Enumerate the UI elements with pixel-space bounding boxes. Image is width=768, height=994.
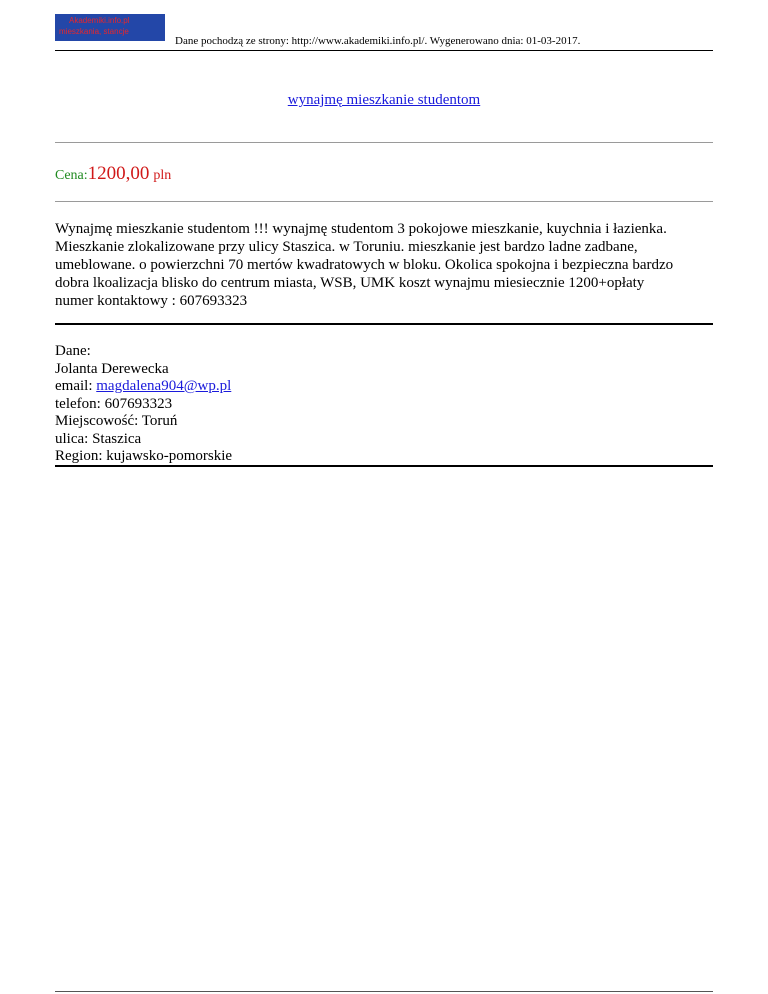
- description-line: Wynajmę mieszkanie studentom !!! wynajmę studentom 3 pokojowe mieszkanie, kuychnia i łazienka.: [55, 221, 667, 237]
- logo-line-1: Akademiki.info.pl: [69, 16, 130, 25]
- price-unit: pln: [153, 168, 172, 183]
- site-logo: [55, 14, 165, 41]
- listing-description: [55, 220, 715, 310]
- logo-line-2: mieszkania, stancje: [59, 27, 129, 36]
- email-label: email:: [55, 378, 97, 394]
- contact-email-row: [55, 378, 232, 396]
- description-line: dobra lkoalizacja blisko do centrum miasta, WSB, UMK koszt wynajmu miesiecznie 1200+opłaty: [55, 275, 645, 291]
- contact-divider: [55, 465, 713, 467]
- description-line: Mieszkanie zlokalizowane przy ulicy Staszica. w Toruniu. mieszkanie jest bardzo ladne zadbane,: [55, 239, 638, 255]
- listing-title-link[interactable]: wynajmę mieszkanie studentom: [287, 92, 481, 108]
- email-link[interactable]: magdalena904@wp.pl: [96, 378, 232, 394]
- contact-phone: telefon: 607693323: [55, 395, 173, 412]
- description-divider: [55, 323, 713, 325]
- price-label: Cena:: [55, 168, 88, 183]
- contact-city: Miejscowość: Toruń: [55, 413, 178, 429]
- contact-name: Jolanta Derewecka: [55, 360, 169, 377]
- contact-details: [55, 343, 232, 466]
- footer-divider: [55, 991, 713, 992]
- price-divider: [55, 201, 713, 202]
- source-note: Dane pochodzą ze strony: http://www.akademiki.info.pl/. Wygenerowano dnia: 01-03-2017.: [175, 35, 581, 47]
- price-row: [55, 163, 171, 185]
- description-line: umeblowane. o powierzchni 70 mertów kwadratowych w bloku. Okolica spokojna i bezpieczna bardzo: [55, 257, 674, 273]
- header-divider: [55, 50, 713, 51]
- contact-heading: Dane:: [55, 343, 91, 359]
- description-line: numer kontaktowy : 607693323: [55, 293, 248, 309]
- contact-street: ulica: Staszica: [55, 430, 142, 447]
- price-value: 1200,00: [87, 163, 150, 184]
- contact-region: Region: kujawsko-pomorskie: [55, 448, 233, 464]
- title-divider: [55, 142, 713, 143]
